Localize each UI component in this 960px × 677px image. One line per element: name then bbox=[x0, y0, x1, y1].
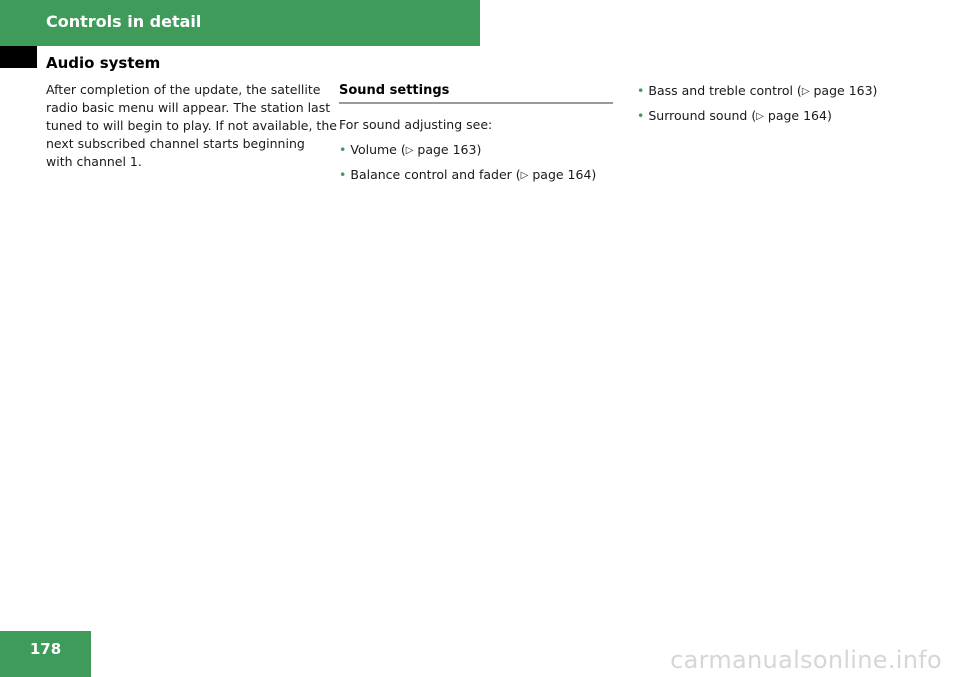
left-column bbox=[46, 81, 337, 171]
paragraph-line: After completion of the update, the satellite bbox=[46, 82, 321, 97]
sound-settings-list-continued bbox=[637, 82, 927, 126]
list-item-bass-treble bbox=[637, 82, 927, 101]
page-ref-arrow-icon: ▷ bbox=[520, 170, 529, 181]
page-number-box bbox=[0, 631, 91, 677]
list-item-text: Surround sound ( bbox=[648, 108, 757, 123]
list-item-text: Bass and treble control ( bbox=[648, 83, 802, 98]
list-item-text: Balance control and fader ( bbox=[350, 167, 521, 182]
paragraph-line: next subscribed channel starts beginning bbox=[46, 136, 305, 151]
page-ref-arrow-icon: ▷ bbox=[405, 145, 414, 156]
chapter-title: Controls in detail bbox=[46, 12, 202, 31]
list-item-volume bbox=[339, 141, 613, 160]
list-item-balance bbox=[339, 166, 613, 185]
watermark: carmanualsonline.info bbox=[670, 646, 942, 674]
list-item-text: Volume ( bbox=[350, 142, 406, 157]
page-reference-link[interactable]: page 163) bbox=[417, 142, 482, 157]
page-ref-arrow-icon: ▷ bbox=[801, 86, 810, 97]
list-item-surround bbox=[637, 107, 927, 126]
page-reference-link[interactable]: page 164) bbox=[767, 108, 832, 123]
paragraph-line: tuned to will begin to play. If not available, the bbox=[46, 118, 337, 133]
bullet-icon: • bbox=[339, 142, 347, 157]
section-marker-tab bbox=[0, 46, 37, 68]
page-reference-link[interactable]: page 163) bbox=[813, 83, 878, 98]
right-column bbox=[637, 81, 927, 132]
bullet-icon: • bbox=[339, 167, 347, 182]
sound-settings-heading: Sound settings bbox=[339, 81, 613, 104]
chapter-header-bar bbox=[0, 0, 480, 46]
middle-column bbox=[339, 81, 613, 191]
page-number: 178 bbox=[29, 640, 62, 658]
update-paragraph bbox=[46, 81, 337, 171]
paragraph-line: radio basic menu will appear. The station last bbox=[46, 100, 331, 115]
page-reference-link[interactable]: page 164) bbox=[532, 167, 597, 182]
sound-settings-list bbox=[339, 141, 613, 185]
bullet-icon: • bbox=[637, 108, 645, 123]
section-title: Audio system bbox=[46, 54, 161, 72]
bullet-icon: • bbox=[637, 83, 645, 98]
paragraph-line: with channel 1. bbox=[46, 154, 142, 169]
page-ref-arrow-icon: ▷ bbox=[756, 111, 764, 122]
sound-settings-intro: For sound adjusting see: bbox=[339, 117, 493, 132]
